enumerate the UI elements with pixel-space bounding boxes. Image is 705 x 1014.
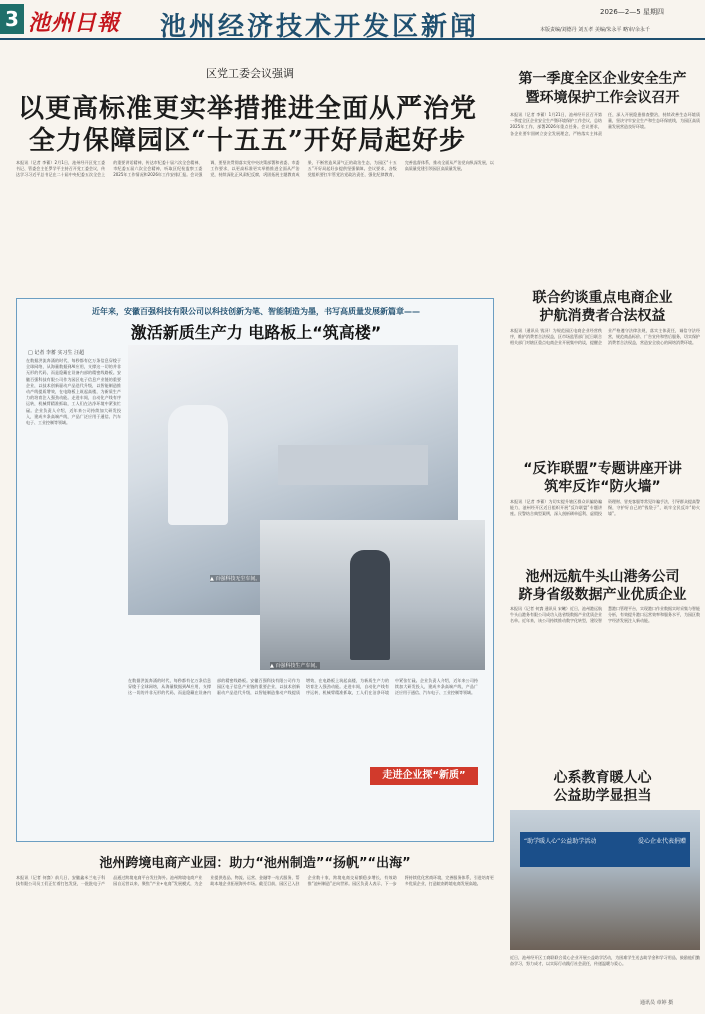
masthead-rule bbox=[0, 38, 705, 40]
port-body: 本报讯（记者 何寰 通讯员 宋曦）近日，池州港远航牛头山港务有限公司成功入选省级数据产业优质企业名单。近年来，该公司持续推动数字化转型，建设智慧港口管理平台，实现港口作业数据实时采集与智能分析，有效提升港口运营效率和服务水平，为园区数字经济发展注入新动能。 bbox=[510, 606, 700, 624]
newspaper-logo: 池州日報 bbox=[28, 10, 121, 36]
charity-photo bbox=[510, 810, 700, 950]
lead-headline-line2: 全力保障园区“十五五”开好局起好步 bbox=[29, 126, 466, 156]
safety-headline-line1: 第一季度全区企业安全生产 bbox=[518, 71, 687, 87]
charity-caption: 近日，池州经开区工商联联合爱心企业开展公益助学活动，为困难学生送去助学金和学习用品，鼓励他们勤奋学习，努力成才，以实际行动践行社会责任，传递温暖与爱心。 bbox=[510, 955, 700, 967]
talks-headline-line1: 联合约谈重点电商企业 bbox=[532, 290, 673, 306]
feature-caption-1: ▲ 百强科技无尘车间。 bbox=[210, 576, 261, 582]
antifraud-headline-line2: 筑牢反诈“防火墙” bbox=[544, 479, 661, 495]
antifraud-headline-line1: “反诈联盟”专题讲座开讲 bbox=[523, 461, 682, 477]
charity-headline-line1: 心系教育暖人心 bbox=[553, 770, 652, 786]
charity-photo-credit: 通讯员 章婷 摄 bbox=[640, 1000, 674, 1006]
feature-body: 在数据洪流奔涌的时代，每秒都有亿万条信息穿梭于全球网络，从海量数据到AI应用，支撑这一切的并非无形的代码，而是隐藏在设备内部的精密线路板。安徽百强科技有限公司作为园区电子信息产业链的重要企业，以技术创新驱动产品迭代升级，以智能制造推动产线提质增效，在电路板上筑起高楼，为新质生产力的培育注入强劲动能。走进车间，自动化产线有序运转，机械臂精准抓取，工人们在洁净环境中紧张忙碌。企业负责人介绍，近年来公司持续加大研发投入，建成多条高端产线，产品广泛应用于通信、汽车电子、工业控制等领域。 bbox=[26, 358, 121, 426]
safety-headline-line2: 暨环境保护工作会议召开 bbox=[525, 90, 680, 106]
issue-date: 2026—2—5 星期四 bbox=[600, 8, 664, 16]
talks-headline-line2: 护航消费者合法权益 bbox=[539, 308, 666, 324]
feature-headline: 激活新质生产力 电路板上“筑高楼” bbox=[130, 323, 382, 342]
port-headline-line1: 池州远航牛头山港务公司 bbox=[525, 569, 680, 585]
ecommerce-headline: 池州跨境电商产业园：助力“池州制造”“扬帆”“出海” bbox=[99, 856, 411, 871]
antifraud-body: 本报讯（记者 李蓄）为切实提升辖区群众识骗防骗能力，池州经开区近日组织开展“反诈联盟”专题讲座。民警结合典型案例，深入剖析刷单返利、虚假投资理财、冒充客服等常见诈骗手法，引导群众提高警惕，守护好自己的“钱袋子”，筑牢全民反诈“防火墙”。 bbox=[510, 499, 700, 517]
lead-headline-line1: 以更高标准更实举措推进全面从严治党 bbox=[17, 94, 477, 124]
section-title: 池州经济技术开发区新闻 bbox=[160, 12, 480, 42]
feature-body-cont: 在数据洪流奔涌的时代，每秒都有亿万条信息穿梭于全球网络，从海量数据到AI应用，支撑这一切的并非无形的代码，而是隐藏在设备内部的精密线路板。安徽百强科技有限公司作为园区电子信息产业链的重要企业，以技术创新驱动产品迭代升级，以智能制造推动产线提质增效，在电路板上筑起高楼，为新质生产力的培育注入强劲动能。走进车间，自动化产线有序运转，机械臂精准抓取，工人们在洁净环境中紧张忙碌。企业负责人介绍，近年来公司持续加大研发投入，建成多条高端产线，产品广泛应用于通信、汽车电子、工业控制等领域。 bbox=[128, 678, 478, 696]
lead-kicker: 区党工委会议强调 bbox=[206, 67, 294, 80]
editor-credits: 本版责编/刘德丹 刘五孝 美编/朱永平 略审/余永千 bbox=[540, 27, 650, 33]
feature-caption-2: ▲ 百强科技生产车间。 bbox=[270, 663, 321, 669]
feature-byline: □ 记者 李蓄 实习生 汪超 bbox=[28, 350, 85, 356]
port-headline-line2: 跻身省级数据产业优质企业 bbox=[518, 587, 687, 603]
feature-intro: 近年来，安徽百强科技有限公司以科技创新为笔、智能制造为墨，书写高质量发展新篇章—— bbox=[92, 307, 420, 316]
charity-banner-left: “助学暖人心”公益助学活动 bbox=[524, 838, 597, 845]
page-number-badge: 3 bbox=[0, 4, 24, 34]
feature-photo-workshop bbox=[260, 520, 485, 670]
ecommerce-body: 本报讯（记者 何寰）前几日，安徽鑫米兰电子科技有限公司员工们正忙着打包发货，一批批电子产品通过跨境电商平台发往海外。池州跨境电商产业园自运营以来，聚焦“产业+电商”发展模式，为企业提供选品、物流、运营、金融等一站式服务，帮助本地企业拓展海外市场。截至目前，园区已入驻企业数十家，跨境电商交易额稳步增长，有效助推“池州制造”走向世界。园区负责人表示，下一步将持续优化营商环境，完善服务体系，引进培育更多优质企业，打造皖南跨境电商发展高地。 bbox=[16, 875, 494, 887]
charity-banner-right: 爱心企业代表捐赠 bbox=[637, 838, 686, 845]
charity-headline-line2: 公益助学显担当 bbox=[553, 788, 652, 804]
lead-body: 本报讯（记者 李蓄）2月1日，池州经开区党工委书记、管委会主任罗学平主持召开党工委会议，传达学习习近平总书记在二十届中央纪委五次全会上的重要讲话精神，传达市纪委十届六次全会精神、市纪委五届六次全会精神，听取区纪检监察工委2025年工作情况和2026年工作安排汇报。会议强调，要坚决贯彻落实党中央决策部署和省委、市委工作要求，以更高标准更实举措推进全面从严治党，持续深化正风肃纪反腐，巩固拓展主题教育成果，不断营造风清气正的政治生态，为园区“十五五”开好局起好步提供坚强保障。会议要求，各级党组织要扛牢管党治党政治责任，强化纪律教育，完善监督体系，推动全面从严治党向纵深发展，以高质量党建引领园区高质量发展。 bbox=[16, 160, 494, 178]
talks-body: 本报讯（通讯员 钱浔）为规范园区电商企业经营秩序，维护消费者合法权益，区市场监管部门近日联合相关部门对辖区重点电商企业开展集中约谈，提醒企业严格遵守法律法规，落实主体责任，诚信守法经营，规范商品标价、广告宣传和售后服务，切实保护消费者合法权益，营造安全放心的网络消费环境。 bbox=[510, 328, 700, 346]
feature-banner: 走进企业探“新质” bbox=[370, 767, 478, 785]
safety-body: 本报讯（记者 李蓄）1月21日，池州经开区召开第一季度全区企业安全生产暨环境保护工作会议，总结2025年工作，部署2026年重点任务。会议要求，各企业要牢固树立安全发展理念，严格落实主体责任，深入开展隐患排查整治，持续改善生态环境质量，坚决守牢安全生产和生态环保底线，为园区高质量发展营造良好环境。 bbox=[510, 112, 700, 136]
